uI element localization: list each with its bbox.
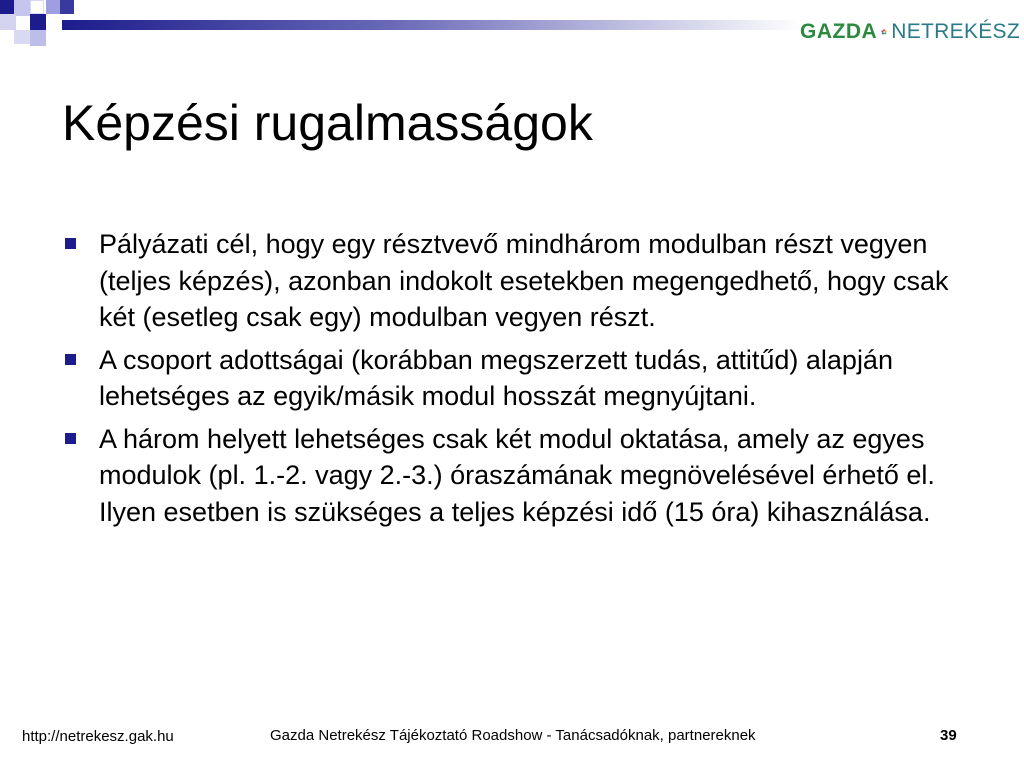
logo-center — [883, 31, 885, 33]
bullet-text: A három helyett lehetséges csak két modul oktatása, amely az egyes modulok (pl. 1.-2. vagy 2.-3.) óraszámának megnövelésével érhető el. Ilyen esetben is szükséges a teljes képzési idő (15 óra) kihasználása. — [99, 423, 935, 527]
bullet-text: Pályázati cél, hogy egy résztvevő mindhárom modulban részt vegyen (teljes képzés), azonban indokolt esetekben megengedhető, hogy csak két (esetleg csak egy) modulban vegyen részt. — [99, 229, 949, 332]
decor-square — [30, 14, 46, 30]
header-gradient-bar — [62, 20, 802, 30]
square-bullet-icon — [65, 433, 76, 444]
decor-square — [30, 30, 46, 46]
decor-square — [0, 0, 14, 14]
bullet-item — [62, 226, 982, 336]
bullet-text: A csoport adottságai (korábban megszerzett tudás, attitűd) alapján lehetséges az egyik/másik modul hosszát megnyújtani. — [99, 344, 893, 411]
decor-square — [30, 0, 44, 14]
square-bullet-icon — [65, 354, 76, 365]
logo-petal — [882, 30, 884, 32]
slide-title: Képzési rugalmasságok — [62, 95, 593, 151]
logo-petal — [885, 30, 887, 32]
decor-square — [46, 0, 60, 14]
bullet-item — [62, 421, 982, 531]
decor-square — [14, 30, 30, 44]
decor-square — [0, 14, 16, 30]
page-number: 39 — [940, 727, 957, 744]
bullet-list — [62, 226, 982, 536]
logo-gazda-text: GAZDA — [800, 20, 878, 43]
footer-url: http://netrekesz.gak.hu — [22, 728, 174, 745]
logo-flower-icon — [881, 15, 887, 49]
gazda-netrekesz-logo — [800, 14, 1020, 50]
logo-netrekesz-text: NETREKÉSZ — [891, 20, 1020, 43]
bullet-item — [62, 342, 982, 415]
square-bullet-icon — [65, 238, 76, 249]
decor-square — [16, 16, 30, 30]
decor-square — [14, 0, 30, 16]
footer-title: Gazda Netrekész Tájékoztató Roadshow - Tanácsadóknak, partnereknek — [270, 727, 756, 744]
decor-square — [60, 0, 74, 14]
